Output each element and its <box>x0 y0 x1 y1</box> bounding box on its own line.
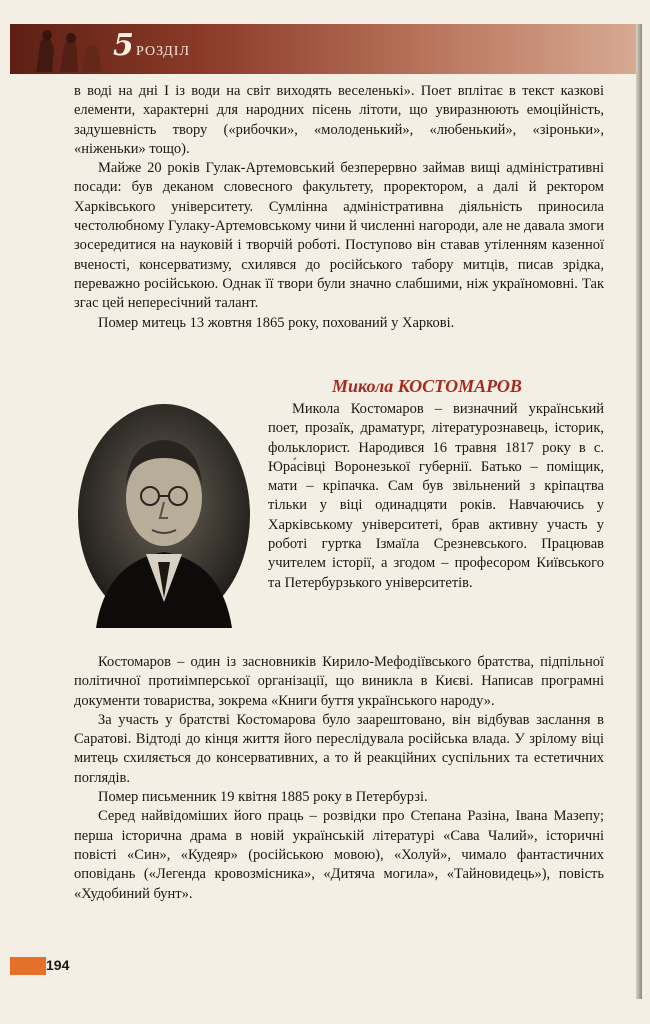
page-tab <box>10 957 46 975</box>
author-portrait <box>76 402 252 628</box>
biography-text <box>268 400 604 593</box>
chapter-label: РОЗДІЛ <box>136 44 190 59</box>
page-edge <box>636 24 642 999</box>
paragraph: Майже 20 років Гулак-Артемовський безперервно займав вищі адміністративні посади: був деканом словесного факультету, проректором, а далі й ректором Харківського університету. Сумлінна адміністративна діяльність приносила честолюбному Гулаку-Артемовському чини й численні нагороди, але не давала змоги зосередитися на науковій і творчій роботі. Поступово він ставав утіленням казенної вченості, консерватизму, схилявся до російського табору митців, писав зрідка, переважно російською. Однак її твори були значно слабшими, ніж україномовні. Так згас цей непересічний талант. <box>74 160 604 312</box>
page-number: 194 <box>46 957 70 973</box>
chapter-header <box>10 24 642 74</box>
paragraph: За участь у братстві Костомарова було заарештовано, він відбував заслання в Саратові. Відтоді до кінця життя його переслідувала російська влада. У зрілому віці митець схиляється до консервативних, а то й реакційних суспільних та естетичних поглядів. <box>74 711 604 786</box>
paragraph: Помер письменник 19 квітня 1885 року в Петербурзі. <box>98 789 428 806</box>
main-text <box>74 653 604 904</box>
chapter-number: 5 <box>113 28 134 63</box>
paragraph: в воді на дні І із води на світ виходять веселенькі». Поет вплітає в текст казкові елементи, характерні для народних пісень літоти, що увиразнюють емоційність, задушевність твору («рибочки», «молоденький», «любенький», «зіроньки», «ніженьки» тощо). <box>74 83 604 157</box>
author-heading: Микола КОСТОМАРОВ <box>332 376 522 396</box>
paragraph: Костомаров – один із засновників Кирило-Мефодіївського братства, підпільної політичної протиімперської організації, що виникла в Києві. Написав програмні документи товариства, зокрема «Книги буття українського народу». <box>74 654 604 709</box>
paragraph: Серед найвідоміших його праць – розвідки про Степана Разіна, Івана Мазепу; перша історична драма в новій українській літературі «Сава Чалий», історичні повісті «Син», «Кудеяр» (російською мовою), «Холуй», чимало фантастичних оповідань («Легенда кровозмісника», «Дитяча могила», «Тайновидець»), повість «Худобиний бунт». <box>74 808 604 902</box>
paragraph: Микола Костомаров – визначний український поет, прозаїк, драматург, літературознавець, історик, фольклорист. Народився 16 травня 1817 року в с. Юра́сівці Воронезької губернії. Батько – поміщик, мати – кріпачка. Сам був звільнений з кріпацтва тільки у віці одинадцяти років. Навчаючись у Харківському університеті, брав активну участь у роботі гуртка Ізмаїла Срезневського. Працював учителем історії, а згодом – професором Київського та Петербурзького університетів. <box>268 401 604 591</box>
paragraph: Помер митець 13 жовтня 1865 року, похований у Харкові. <box>98 314 455 331</box>
intro-text <box>74 82 604 333</box>
header-illustration-icon <box>30 26 110 72</box>
